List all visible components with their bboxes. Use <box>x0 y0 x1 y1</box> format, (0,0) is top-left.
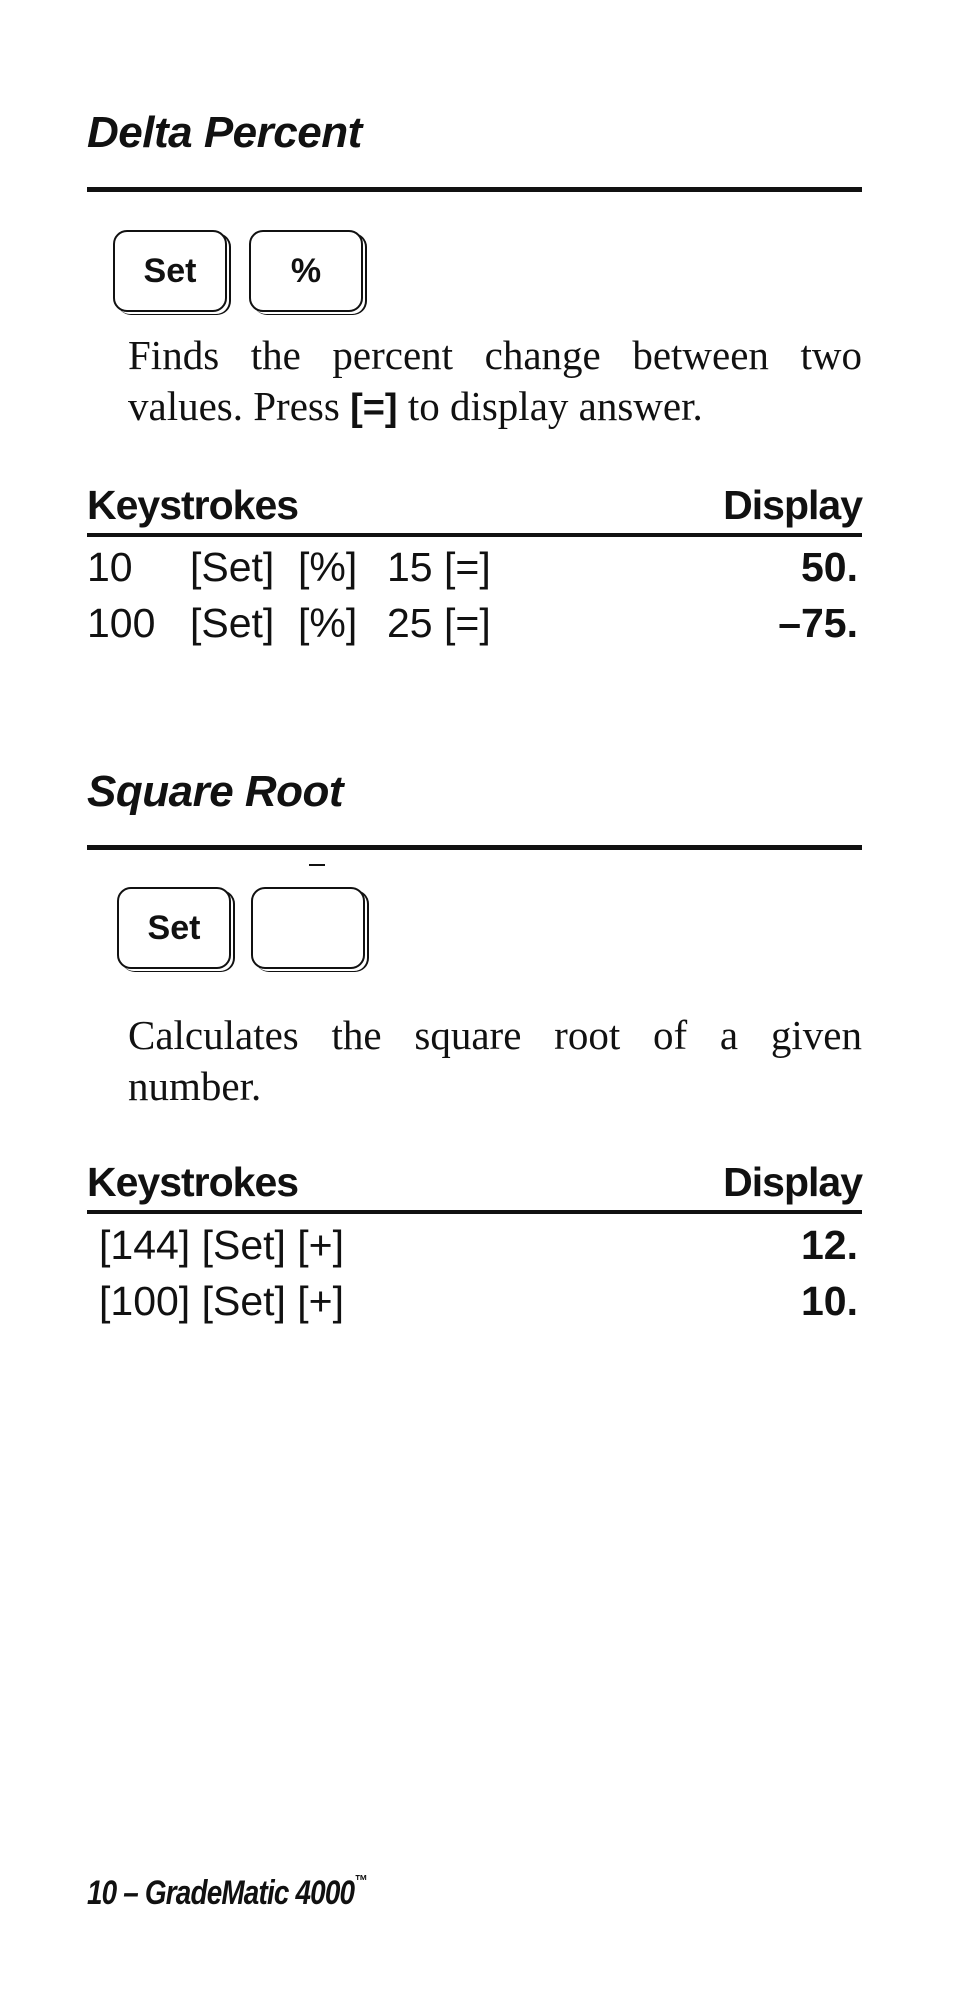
row-value-equals: 15 [=] <box>387 544 491 590</box>
sqrt-display-header: Display <box>723 1159 862 1205</box>
sqrt-description: Calculates the square root of a given number. <box>128 1012 862 1109</box>
sqrt-key <box>251 887 365 969</box>
row-value: 10 <box>87 544 133 590</box>
row-display: 12. <box>801 1222 858 1268</box>
set-key: Set <box>117 887 231 969</box>
row-keystrokes: [100] [Set] [+] <box>99 1278 345 1324</box>
trademark-symbol: ™ <box>354 1873 367 1890</box>
row-keystrokes: [144] [Set] [+] <box>99 1222 345 1268</box>
row-display: –75. <box>778 600 858 646</box>
row-value: 100 <box>87 600 156 646</box>
row-set-key: [Set] <box>190 600 275 646</box>
sqrt-title-rule <box>87 845 862 850</box>
set-key: Set <box>113 230 227 312</box>
sqrt-bar-icon <box>309 864 325 866</box>
delta-display-header: Display <box>723 482 862 528</box>
page-footer <box>87 1873 367 1913</box>
sqrt-table-rule <box>87 1210 862 1214</box>
delta-description-text: Finds the percent change between two values. Press <box>128 332 862 429</box>
row-percent-key: [%] <box>298 544 358 590</box>
delta-description <box>128 330 862 434</box>
delta-percent-title: Delta Percent <box>87 108 362 157</box>
equals-key-ref: [=] <box>350 387 398 429</box>
row-value-equals: 25 [=] <box>387 600 491 646</box>
footer-text: 10 – GradeMatic 4000 <box>87 1874 355 1912</box>
row-set-key: [Set] <box>190 544 275 590</box>
row-percent-key: [%] <box>298 600 358 646</box>
percent-key: % <box>249 230 363 312</box>
row-display: 50. <box>801 544 858 590</box>
delta-title-rule <box>87 187 862 192</box>
delta-table-rule <box>87 533 862 537</box>
row-display: 10. <box>801 1278 858 1324</box>
square-root-title: Square Root <box>87 767 344 816</box>
delta-keystrokes-header: Keystrokes <box>87 482 299 528</box>
delta-description-tail: to display answer. <box>397 383 703 429</box>
sqrt-keystrokes-header: Keystrokes <box>87 1159 299 1205</box>
